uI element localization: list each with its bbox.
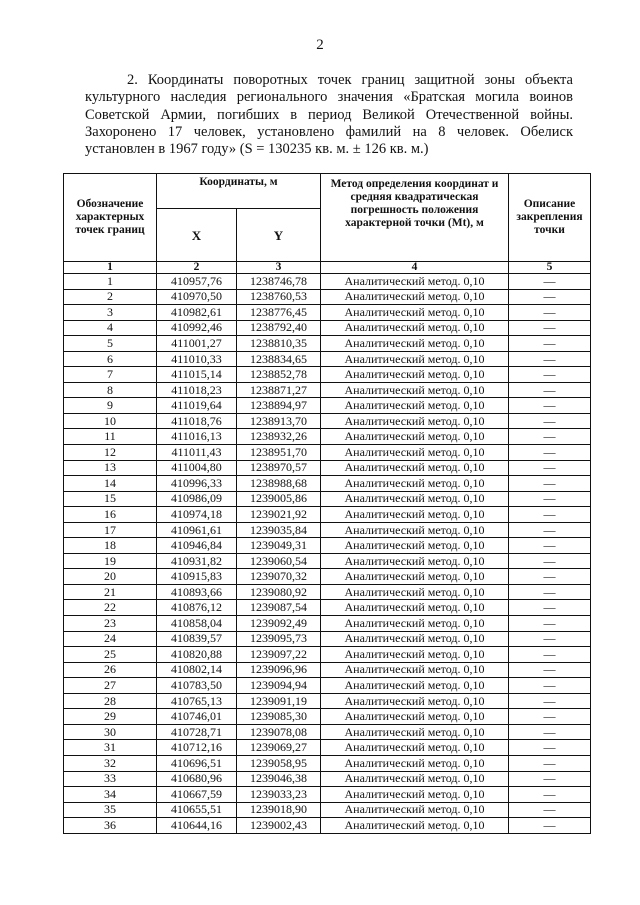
- table-row: [64, 367, 591, 383]
- table-row: [64, 460, 591, 476]
- description-cell: —: [509, 600, 591, 616]
- description-cell: —: [509, 616, 591, 632]
- paragraph-line: 2. Координаты поворотных точек границ защитной зоны объекта: [127, 72, 573, 88]
- y-coordinate-cell: 1239049,31: [237, 538, 321, 554]
- x-coordinate-cell: 410820,88: [157, 647, 237, 663]
- method-cell: Аналитический метод. 0,10: [321, 678, 509, 694]
- method-cell: Аналитический метод. 0,10: [321, 382, 509, 398]
- method-cell: Аналитический метод. 0,10: [321, 662, 509, 678]
- method-cell: Аналитический метод. 0,10: [321, 305, 509, 321]
- method-cell: Аналитический метод. 0,10: [321, 507, 509, 523]
- description-cell: —: [509, 274, 591, 290]
- point-number-cell: 9: [64, 398, 157, 414]
- description-cell: —: [509, 460, 591, 476]
- method-cell: Аналитический метод. 0,10: [321, 631, 509, 647]
- column-number: 5: [509, 262, 591, 274]
- point-number-cell: 28: [64, 693, 157, 709]
- table-body: [64, 274, 591, 834]
- column-number: 2: [157, 262, 237, 274]
- column-number: 1: [64, 262, 157, 274]
- table-row: [64, 647, 591, 663]
- header-description: Описание закрепления точки: [509, 174, 591, 262]
- x-coordinate-cell: 410667,59: [157, 787, 237, 803]
- point-number-cell: 27: [64, 678, 157, 694]
- method-cell: Аналитический метод. 0,10: [321, 584, 509, 600]
- method-cell: Аналитический метод. 0,10: [321, 569, 509, 585]
- table-row: [64, 724, 591, 740]
- y-coordinate-cell: 1238932,26: [237, 429, 321, 445]
- method-cell: Аналитический метод. 0,10: [321, 460, 509, 476]
- table-row: [64, 569, 591, 585]
- table-row: [64, 382, 591, 398]
- point-number-cell: 35: [64, 802, 157, 818]
- table-row: [64, 771, 591, 787]
- method-cell: Аналитический метод. 0,10: [321, 522, 509, 538]
- x-coordinate-cell: 410996,33: [157, 476, 237, 492]
- header-x: X: [157, 209, 237, 262]
- table-row: [64, 631, 591, 647]
- table-row: [64, 818, 591, 834]
- y-coordinate-cell: 1239092,49: [237, 616, 321, 632]
- point-number-cell: 4: [64, 320, 157, 336]
- x-coordinate-cell: 410931,82: [157, 553, 237, 569]
- y-coordinate-cell: 1239018,90: [237, 802, 321, 818]
- paragraph-line: установлен в 1967 году» (S = 130235 кв. м. ± 126 кв. м.): [85, 141, 429, 158]
- point-number-cell: 1: [64, 274, 157, 290]
- table-row: [64, 507, 591, 523]
- method-cell: Аналитический метод. 0,10: [321, 802, 509, 818]
- method-cell: Аналитический метод. 0,10: [321, 771, 509, 787]
- table-row: [64, 600, 591, 616]
- description-cell: —: [509, 367, 591, 383]
- method-cell: Аналитический метод. 0,10: [321, 616, 509, 632]
- description-cell: —: [509, 320, 591, 336]
- y-coordinate-cell: 1239096,96: [237, 662, 321, 678]
- y-coordinate-cell: 1239021,92: [237, 507, 321, 523]
- x-coordinate-cell: 410655,51: [157, 802, 237, 818]
- point-number-cell: 8: [64, 382, 157, 398]
- x-coordinate-cell: 411011,43: [157, 445, 237, 461]
- y-coordinate-cell: 1239033,23: [237, 787, 321, 803]
- x-coordinate-cell: 411004,80: [157, 460, 237, 476]
- point-number-cell: 16: [64, 507, 157, 523]
- x-coordinate-cell: 410957,76: [157, 274, 237, 290]
- x-coordinate-cell: 410961,61: [157, 522, 237, 538]
- y-coordinate-cell: 1239095,73: [237, 631, 321, 647]
- x-coordinate-cell: 411016,13: [157, 429, 237, 445]
- x-coordinate-cell: 410970,50: [157, 289, 237, 305]
- y-coordinate-cell: 1239078,08: [237, 724, 321, 740]
- y-coordinate-cell: 1239058,95: [237, 755, 321, 771]
- y-coordinate-cell: 1238746,78: [237, 274, 321, 290]
- table-row: [64, 616, 591, 632]
- y-coordinate-cell: 1239005,86: [237, 491, 321, 507]
- x-coordinate-cell: 410746,01: [157, 709, 237, 725]
- point-number-cell: 17: [64, 522, 157, 538]
- description-cell: —: [509, 445, 591, 461]
- point-number-cell: 36: [64, 818, 157, 834]
- x-coordinate-cell: 411018,76: [157, 413, 237, 429]
- point-number-cell: 10: [64, 413, 157, 429]
- x-coordinate-cell: 410992,46: [157, 320, 237, 336]
- method-cell: Аналитический метод. 0,10: [321, 709, 509, 725]
- y-coordinate-cell: 1238951,70: [237, 445, 321, 461]
- x-coordinate-cell: 410876,12: [157, 600, 237, 616]
- x-coordinate-cell: 410680,96: [157, 771, 237, 787]
- x-coordinate-cell: 411018,23: [157, 382, 237, 398]
- point-number-cell: 11: [64, 429, 157, 445]
- description-cell: —: [509, 553, 591, 569]
- y-coordinate-cell: 1238792,40: [237, 320, 321, 336]
- description-cell: —: [509, 413, 591, 429]
- paragraph-line: культурного наследия регионального значения «Братская могила воинов: [85, 89, 573, 106]
- y-coordinate-cell: 1239087,54: [237, 600, 321, 616]
- point-number-cell: 23: [64, 616, 157, 632]
- description-cell: —: [509, 724, 591, 740]
- header-y: Y: [237, 209, 321, 262]
- description-cell: —: [509, 305, 591, 321]
- method-cell: Аналитический метод. 0,10: [321, 755, 509, 771]
- description-cell: —: [509, 382, 591, 398]
- y-coordinate-cell: 1239046,38: [237, 771, 321, 787]
- x-coordinate-cell: 411010,33: [157, 351, 237, 367]
- point-number-cell: 13: [64, 460, 157, 476]
- description-cell: —: [509, 709, 591, 725]
- method-cell: Аналитический метод. 0,10: [321, 413, 509, 429]
- table-row: [64, 289, 591, 305]
- column-number: 4: [321, 262, 509, 274]
- table-row: [64, 398, 591, 414]
- y-coordinate-cell: 1239085,30: [237, 709, 321, 725]
- y-coordinate-cell: 1239002,43: [237, 818, 321, 834]
- method-cell: Аналитический метод. 0,10: [321, 724, 509, 740]
- x-coordinate-cell: 411015,14: [157, 367, 237, 383]
- table-row: [64, 476, 591, 492]
- description-cell: —: [509, 351, 591, 367]
- description-cell: —: [509, 522, 591, 538]
- description-cell: —: [509, 429, 591, 445]
- table-row: [64, 491, 591, 507]
- point-number-cell: 30: [64, 724, 157, 740]
- coordinates-table: [63, 173, 591, 834]
- point-number-cell: 25: [64, 647, 157, 663]
- description-cell: —: [509, 787, 591, 803]
- x-coordinate-cell: 410974,18: [157, 507, 237, 523]
- method-cell: Аналитический метод. 0,10: [321, 336, 509, 352]
- y-coordinate-cell: 1239094,94: [237, 678, 321, 694]
- description-cell: —: [509, 740, 591, 756]
- x-coordinate-cell: 410986,09: [157, 491, 237, 507]
- x-coordinate-cell: 410915,83: [157, 569, 237, 585]
- point-number-cell: 26: [64, 662, 157, 678]
- description-cell: —: [509, 289, 591, 305]
- description-cell: —: [509, 647, 591, 663]
- table-row: [64, 787, 591, 803]
- method-cell: Аналитический метод. 0,10: [321, 367, 509, 383]
- point-number-cell: 34: [64, 787, 157, 803]
- point-number-cell: 31: [64, 740, 157, 756]
- x-coordinate-cell: 410839,57: [157, 631, 237, 647]
- point-number-cell: 19: [64, 553, 157, 569]
- method-cell: Аналитический метод. 0,10: [321, 538, 509, 554]
- y-coordinate-cell: 1239080,92: [237, 584, 321, 600]
- y-coordinate-cell: 1239035,84: [237, 522, 321, 538]
- page-number: 2: [316, 37, 324, 53]
- table-row: [64, 522, 591, 538]
- table-row: [64, 274, 591, 290]
- description-cell: —: [509, 569, 591, 585]
- x-coordinate-cell: 410783,50: [157, 678, 237, 694]
- method-cell: Аналитический метод. 0,10: [321, 445, 509, 461]
- point-number-cell: 21: [64, 584, 157, 600]
- section-paragraph: [85, 72, 573, 158]
- method-cell: Аналитический метод. 0,10: [321, 553, 509, 569]
- description-cell: —: [509, 336, 591, 352]
- x-coordinate-cell: 411019,64: [157, 398, 237, 414]
- x-coordinate-cell: 410893,66: [157, 584, 237, 600]
- y-coordinate-cell: 1238988,68: [237, 476, 321, 492]
- paragraph-line: Захоронено 17 человек, установлено фамилий на 8 человек. Обелиск: [85, 123, 573, 140]
- table-row: [64, 693, 591, 709]
- point-number-cell: 22: [64, 600, 157, 616]
- point-number-cell: 33: [64, 771, 157, 787]
- table-row: [64, 336, 591, 352]
- y-coordinate-cell: 1239069,27: [237, 740, 321, 756]
- table-row: [64, 709, 591, 725]
- table-row: [64, 740, 591, 756]
- method-cell: Аналитический метод. 0,10: [321, 647, 509, 663]
- y-coordinate-cell: 1238834,65: [237, 351, 321, 367]
- table-row: [64, 584, 591, 600]
- description-cell: —: [509, 398, 591, 414]
- y-coordinate-cell: 1238913,70: [237, 413, 321, 429]
- method-cell: Аналитический метод. 0,10: [321, 351, 509, 367]
- description-cell: —: [509, 491, 591, 507]
- method-cell: Аналитический метод. 0,10: [321, 289, 509, 305]
- table-row: [64, 445, 591, 461]
- method-cell: Аналитический метод. 0,10: [321, 818, 509, 834]
- table-row: [64, 678, 591, 694]
- x-coordinate-cell: 411001,27: [157, 336, 237, 352]
- point-number-cell: 5: [64, 336, 157, 352]
- x-coordinate-cell: 410712,16: [157, 740, 237, 756]
- point-number-cell: 15: [64, 491, 157, 507]
- paragraph-line: Советской Армии, погибших в период Великой Отечественной войны.: [85, 106, 573, 123]
- description-cell: —: [509, 678, 591, 694]
- table-row: [64, 413, 591, 429]
- x-coordinate-cell: 410644,16: [157, 818, 237, 834]
- method-cell: Аналитический метод. 0,10: [321, 476, 509, 492]
- table-row: [64, 538, 591, 554]
- y-coordinate-cell: 1239091,19: [237, 693, 321, 709]
- description-cell: —: [509, 507, 591, 523]
- method-cell: Аналитический метод. 0,10: [321, 491, 509, 507]
- x-coordinate-cell: 410696,51: [157, 755, 237, 771]
- description-cell: —: [509, 818, 591, 834]
- point-number-cell: 2: [64, 289, 157, 305]
- x-coordinate-cell: 410802,14: [157, 662, 237, 678]
- description-cell: —: [509, 771, 591, 787]
- method-cell: Аналитический метод. 0,10: [321, 274, 509, 290]
- y-coordinate-cell: 1238871,27: [237, 382, 321, 398]
- table-row: [64, 429, 591, 445]
- table-row: [64, 802, 591, 818]
- header-point-designation: Обозначение характерных точек границ: [64, 174, 157, 262]
- description-cell: —: [509, 662, 591, 678]
- y-coordinate-cell: 1238776,45: [237, 305, 321, 321]
- description-cell: —: [509, 631, 591, 647]
- y-coordinate-cell: 1238810,35: [237, 336, 321, 352]
- y-coordinate-cell: 1238760,53: [237, 289, 321, 305]
- point-number-cell: 14: [64, 476, 157, 492]
- point-number-cell: 12: [64, 445, 157, 461]
- column-number: 3: [237, 262, 321, 274]
- point-number-cell: 3: [64, 305, 157, 321]
- point-number-cell: 29: [64, 709, 157, 725]
- description-cell: —: [509, 584, 591, 600]
- x-coordinate-cell: 410728,71: [157, 724, 237, 740]
- description-cell: —: [509, 802, 591, 818]
- description-cell: —: [509, 538, 591, 554]
- method-cell: Аналитический метод. 0,10: [321, 320, 509, 336]
- method-cell: Аналитический метод. 0,10: [321, 787, 509, 803]
- method-cell: Аналитический метод. 0,10: [321, 398, 509, 414]
- header-coordinates-group: Координаты, м: [157, 174, 321, 209]
- y-coordinate-cell: 1239097,22: [237, 647, 321, 663]
- table-row: [64, 755, 591, 771]
- description-cell: —: [509, 755, 591, 771]
- table-row: [64, 662, 591, 678]
- table-row: [64, 320, 591, 336]
- point-number-cell: 6: [64, 351, 157, 367]
- point-number-cell: 32: [64, 755, 157, 771]
- y-coordinate-cell: 1239070,32: [237, 569, 321, 585]
- method-cell: Аналитический метод. 0,10: [321, 740, 509, 756]
- table-row: [64, 305, 591, 321]
- y-coordinate-cell: 1239060,54: [237, 553, 321, 569]
- point-number-cell: 18: [64, 538, 157, 554]
- table-row: [64, 351, 591, 367]
- description-cell: —: [509, 476, 591, 492]
- method-cell: Аналитический метод. 0,10: [321, 600, 509, 616]
- header-method: Метод определения координат и средняя квадратическая погрешность положения характерной точки (Mt), м: [321, 174, 509, 262]
- x-coordinate-cell: 410982,61: [157, 305, 237, 321]
- y-coordinate-cell: 1238852,78: [237, 367, 321, 383]
- x-coordinate-cell: 410946,84: [157, 538, 237, 554]
- point-number-cell: 7: [64, 367, 157, 383]
- method-cell: Аналитический метод. 0,10: [321, 693, 509, 709]
- point-number-cell: 20: [64, 569, 157, 585]
- point-number-cell: 24: [64, 631, 157, 647]
- method-cell: Аналитический метод. 0,10: [321, 429, 509, 445]
- x-coordinate-cell: 410858,04: [157, 616, 237, 632]
- y-coordinate-cell: 1238970,57: [237, 460, 321, 476]
- description-cell: —: [509, 693, 591, 709]
- table-row: [64, 553, 591, 569]
- y-coordinate-cell: 1238894,97: [237, 398, 321, 414]
- x-coordinate-cell: 410765,13: [157, 693, 237, 709]
